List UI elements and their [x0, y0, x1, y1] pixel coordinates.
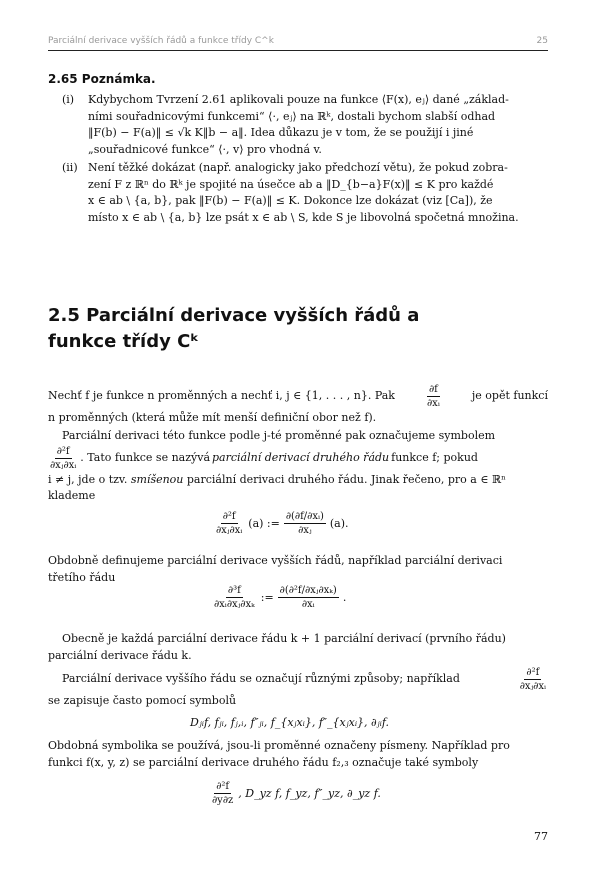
frac-numerator: ∂(∂f/∂xᵢ) [285, 511, 324, 522]
item-number: (ii) [62, 161, 78, 174]
running-header [48, 38, 548, 51]
text-line: Není těžké dokázat (např. analogicky jako předchozí větu), že pokud zobra- [88, 161, 508, 174]
text-line: klademe [48, 489, 96, 502]
frac-denominator: ∂xⱼ∂xᵢ [50, 459, 77, 471]
text-span: . Tato funkce se nazývá [80, 450, 211, 464]
text-line: parciální derivace řádu k. [48, 648, 192, 662]
fraction [518, 666, 548, 693]
text-span: i ≠ j, jde o tzv. [48, 472, 128, 486]
defined-term: smíšenou [130, 472, 184, 486]
frac-denominator: ∂xᵢ∂xⱼ∂xₖ [214, 599, 255, 610]
frac-numerator: ∂(∂²f/∂xⱼ∂xₖ) [279, 585, 337, 596]
text-line: x ∈ ab \ {a, b}, pak ‖F(b) − F(a)‖ ≤ K. Dokonce lze dokázat (viz [Ca]), že [88, 194, 493, 207]
fraction [214, 510, 244, 537]
text-line: n proměnných (která může mít menší definiční obor než f). [48, 411, 377, 424]
equation-text: (a). [329, 517, 349, 530]
page-number: 77 [534, 830, 548, 843]
remark-title: 2.65 Poznámka. [48, 72, 156, 86]
item-text [88, 92, 550, 158]
item-text [88, 160, 550, 226]
fraction [212, 584, 257, 611]
equation-text: := [260, 591, 274, 604]
text-line: Parciální derivaci této funkce podle j-té proměnné pak označujeme symbolem [62, 429, 496, 442]
text-span: Nechť f je funkce n proměnných a nechť i, j ∈ {1, . . . , n}. Pak [48, 389, 395, 403]
paragraph-3 [48, 553, 548, 586]
text-line: Obdobně definujeme parciální derivace vyšších řádů, například parciální derivaci [48, 554, 503, 567]
text-line: se zapisuje často pomocí symbolů [48, 694, 237, 707]
paragraph-4 [48, 631, 548, 664]
equation-text: . [342, 591, 347, 604]
fraction [210, 780, 235, 807]
frac-denominator: ∂y∂z [212, 795, 234, 806]
equation-text: (a) := [248, 517, 280, 530]
text-line: Obdobná symbolika se používá, jsou-li proměnné označeny písmeny. Například pro [48, 739, 510, 752]
frac-numerator: ∂²f [216, 781, 230, 792]
item-number: (i) [62, 93, 75, 106]
text-line: ními souřadnicovými funkcemi“ ⟨·, eⱼ⟩ na ℝᵏ, dostali bychom slabší odhad [88, 109, 496, 123]
text-line: zení F z ℝⁿ do ℝᵏ je spojité na úsečce ab a ‖D_{b−a}F(x)‖ ≤ K pro každé [88, 177, 494, 191]
equation-2 [212, 584, 346, 611]
frac-denominator: ∂xⱼ∂xᵢ [216, 525, 243, 536]
frac-numerator: ∂²f [56, 445, 70, 457]
frac-denominator: ∂xⱼ∂xᵢ [519, 681, 546, 692]
text-span: funkce f; pokud [391, 450, 478, 464]
frac-denominator: ∂xⱼ [298, 525, 312, 536]
fraction [48, 445, 78, 472]
text-line [48, 666, 548, 693]
frac-denominator: ∂xᵢ [301, 599, 315, 610]
section-title-line: 2.5 Parciální derivace vyšších řádů a [48, 305, 420, 326]
defined-term: parciální derivací druhého řádu [212, 450, 390, 464]
text-line: Obecně je každá parciální derivace řádu k + 1 parciální derivací (prvního řádu) [62, 632, 506, 645]
text-line: funkci f(x, y, z) se parciální derivace druhého řádu f₂,₃ označuje také symboly [48, 755, 479, 769]
paragraph-1 [48, 383, 548, 427]
header-page-number: 25 [536, 36, 548, 46]
text-line: místo x ∈ ab \ {a, b} lze psát x ∈ ab \ S, kde S je libovolná spočetná množina. [88, 210, 519, 224]
frac-denominator: ∂xᵢ [427, 398, 440, 409]
text-line [48, 445, 548, 472]
text-line: třetího řádu [48, 570, 116, 584]
text-line: Kdybychom Tvrzení 2.61 aplikovali pouze na funkce ⟨F(x), eⱼ⟩ dané „základ- [88, 93, 509, 106]
fraction [284, 510, 326, 537]
equation-3: Dⱼᵢf, fⱼᵢ, fⱼ,ᵢ, f″ⱼᵢ, f_{xⱼxᵢ}, f″_{xⱼxᵢ}, ∂ⱼᵢf. [190, 716, 390, 729]
equation-text: , D_yz f, f_yz, f″_yz, ∂_yz f. [238, 787, 381, 800]
text-span: Parciální derivace vyššího řádu se označují různými způsoby; například [62, 672, 460, 686]
running-title: Parciální derivace vyšších řádů a funkce třídy C^k [48, 36, 274, 46]
equation-1 [214, 510, 349, 537]
text-line: „souřadnicové funkce“ ⟨·, v⟩ pro vhodná v. [88, 142, 322, 156]
frac-numerator: ∂²f [526, 667, 540, 678]
section-title-line: funkce třídy Cᵏ [48, 331, 200, 352]
paragraph-2 [48, 428, 548, 505]
fraction [425, 383, 442, 410]
text-line [48, 472, 548, 489]
frac-numerator: ∂³f [227, 585, 241, 596]
equation-4 [210, 780, 381, 807]
text-line: ‖F(b) − F(a)‖ ≤ √k K‖b − a‖. Idea důkazu je v tom, že se použijí i jiné [88, 126, 474, 139]
paragraph-5 [48, 666, 548, 710]
text-span: parciální derivaci druhého řádu. Jinak řečeno, pro a ∈ ℝⁿ [186, 472, 506, 486]
fraction [278, 584, 339, 611]
frac-numerator: ∂²f [222, 511, 236, 522]
section-title [48, 303, 548, 355]
paragraph-6 [48, 738, 548, 771]
text-span: je opět funkcí [471, 389, 548, 403]
frac-numerator: ∂f [428, 384, 438, 395]
